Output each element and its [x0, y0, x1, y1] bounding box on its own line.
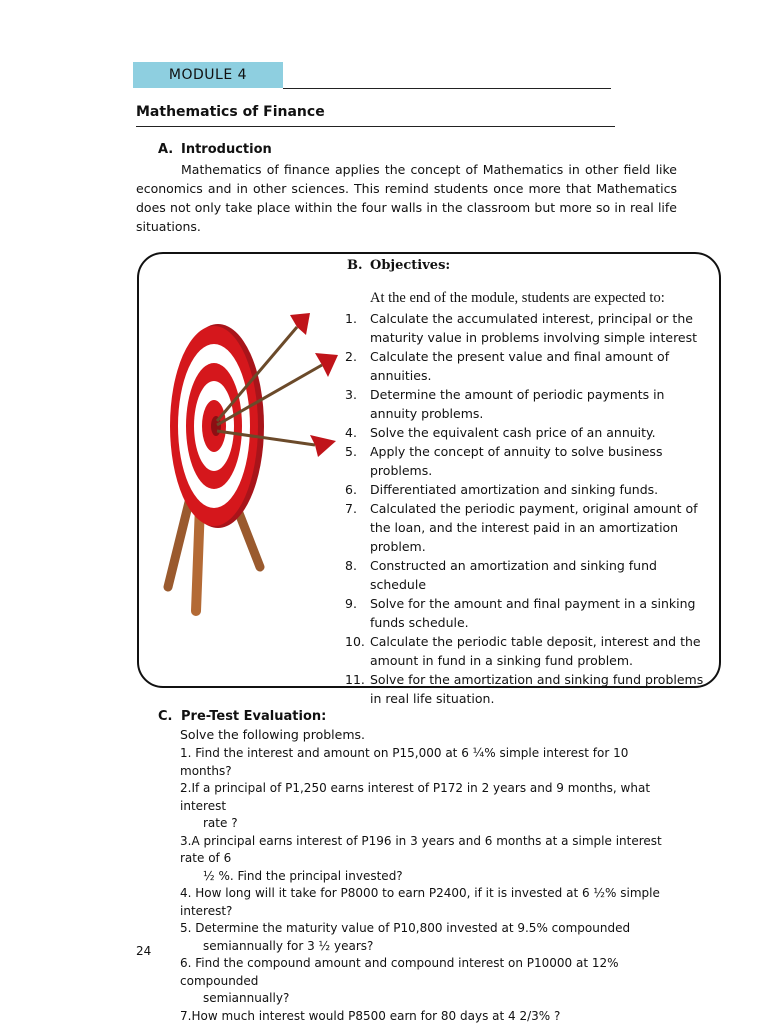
- list-item: [345, 480, 713, 499]
- list-item-number: 5.: [345, 442, 357, 461]
- list-item-text: Calculate the accumulated interest, principal or the maturity value in problems involving simple interest: [370, 311, 697, 345]
- list-item-text: Calculate the periodic table deposit, interest and the amount in fund in a sinking fund problem.: [370, 634, 701, 668]
- list-item: [180, 780, 680, 833]
- section-a-heading: Introduction: [181, 142, 272, 157]
- list-item: [180, 833, 680, 886]
- list-item-number: 2.: [345, 347, 357, 366]
- list-item-number: 8.: [345, 556, 357, 575]
- header-underline: [283, 88, 611, 89]
- list-item-number: 1.: [345, 309, 357, 328]
- list-item-number: 9.: [345, 594, 357, 613]
- list-item-text: Solve for the amortization and sinking fund problems in real life situation.: [370, 672, 703, 706]
- pretest-instruction: Solve the following problems.: [180, 727, 365, 742]
- list-item: [345, 309, 713, 347]
- list-item: [180, 885, 680, 920]
- section-c-letter: C.: [158, 709, 172, 724]
- problem-continuation: ½ %. Find the principal invested?: [180, 868, 680, 886]
- list-item-text: Apply the concept of annuity to solve business problems.: [370, 444, 662, 478]
- list-item: [345, 442, 713, 480]
- list-item: [345, 499, 713, 556]
- list-item-number: 10.: [345, 632, 365, 651]
- list-item: [345, 423, 713, 442]
- section-c-heading: Pre-Test Evaluation:: [181, 709, 326, 724]
- list-item: [345, 556, 713, 594]
- list-item: [345, 347, 713, 385]
- objectives-intro: At the end of the module, students are expected to:: [370, 290, 665, 307]
- problem-continuation: semiannually for 3 ½ years?: [180, 938, 680, 956]
- problem-text: 5. Determine the maturity value of P10,800 invested at 9.5% compounded: [180, 921, 630, 935]
- pretest-list: [180, 745, 680, 1025]
- page-number: 24: [136, 944, 151, 958]
- list-item-number: 3.: [345, 385, 357, 404]
- list-item-text: Calculated the periodic payment, original amount of the loan, and the interest paid in an amortization problem.: [370, 501, 698, 554]
- problem-text: 1. Find the interest and amount on P15,000 at 6 ¼% simple interest for 10 months?: [180, 746, 628, 778]
- list-item-text: Constructed an amortization and sinking fund schedule: [370, 558, 657, 592]
- list-item: [345, 670, 713, 708]
- module-label: MODULE 4: [133, 62, 283, 88]
- page-title: Mathematics of Finance: [136, 104, 325, 120]
- list-item-text: Determine the amount of periodic payments in annuity problems.: [370, 387, 664, 421]
- problem-text: 2.If a principal of P1,250 earns interest of P172 in 2 years and 9 months, what interest: [180, 781, 650, 813]
- section-b-letter: B.: [347, 258, 363, 273]
- list-item-text: Solve the equivalent cash price of an annuity.: [370, 425, 656, 440]
- introduction-body: Mathematics of finance applies the concept of Mathematics in other field like economics and in other sciences. This remind students once more that Mathematics does not only take place within the four walls in the classroom but more so in real life situations.: [136, 160, 677, 236]
- target-arrows-icon: [150, 305, 350, 620]
- problem-text: 7.How much interest would P8500 earn for 80 days at 4 2/3% ?: [180, 1009, 560, 1023]
- list-item-number: 6.: [345, 480, 357, 499]
- problem-text: 3.A principal earns interest of P196 in 3 years and 6 months at a simple interest rate of 6: [180, 834, 662, 866]
- list-item-text: Calculate the present value and final amount of annuities.: [370, 349, 669, 383]
- list-item-text: Solve for the amount and final payment in a sinking funds schedule.: [370, 596, 696, 630]
- problem-continuation: rate ?: [180, 815, 680, 833]
- title-underline: [136, 126, 615, 127]
- list-item: [180, 920, 680, 955]
- list-item: [180, 1008, 680, 1025]
- section-a-letter: A.: [158, 142, 173, 157]
- list-item: [345, 385, 713, 423]
- objectives-list: [345, 309, 713, 708]
- list-item: [345, 594, 713, 632]
- list-item: [180, 955, 680, 1008]
- problem-continuation: semiannually?: [180, 990, 680, 1008]
- list-item-number: 11.: [345, 670, 365, 689]
- problem-text: 4. How long will it take for P8000 to earn P2400, if it is invested at 6 ½% simple interest?: [180, 886, 660, 918]
- list-item: [180, 745, 680, 780]
- list-item-number: 7.: [345, 499, 357, 518]
- list-item-number: 4.: [345, 423, 357, 442]
- list-item-text: Differentiated amortization and sinking funds.: [370, 482, 658, 497]
- problem-text: 6. Find the compound amount and compound interest on P10000 at 12% compounded: [180, 956, 619, 988]
- section-b-heading: Objectives:: [370, 258, 450, 273]
- list-item: [345, 632, 713, 670]
